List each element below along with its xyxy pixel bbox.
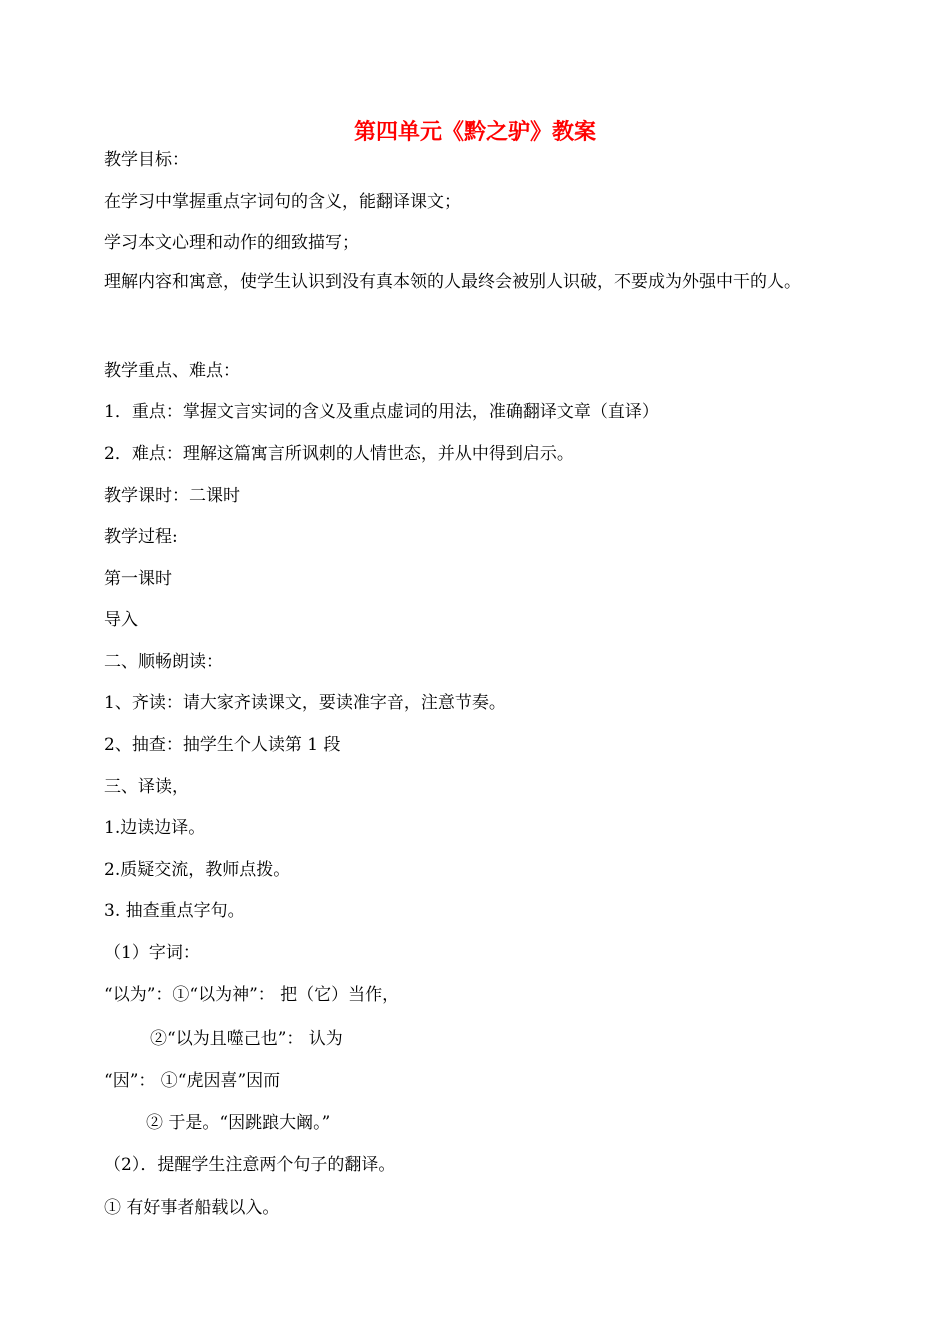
text-line: “以为”：①“以为神”： 把（它）当作， — [104, 985, 400, 1005]
text-line: 二、顺畅朗读： — [104, 652, 223, 672]
text-line: 教学重点、难点： — [104, 361, 240, 381]
text-paragraph: 理解内容和寓意，使学生认识到没有真本领的人最终会被别人识破，不要成为外强中干的人。 — [104, 272, 801, 292]
text-line: 在学习中掌握重点字词句的含义，能翻译课文； — [104, 192, 461, 212]
text-line: 1、齐读：请大家齐读课文，要读准字音，注意节奏。 — [104, 693, 506, 713]
text-line: 第一课时 — [104, 569, 172, 589]
document-title: 第四单元《黔之驴》教案 — [353, 119, 596, 145]
text-line: （1）字词： — [104, 943, 200, 963]
text-line: 导入 — [104, 610, 138, 630]
text-line: ② 于是。“因跳踉大阚。” — [146, 1113, 331, 1133]
text-line: “因”： ①“虎因喜”因而 — [104, 1071, 281, 1091]
text-line: 三、译读， — [104, 777, 189, 797]
text-line: ②“以为且噬己也”： 认为 — [150, 1029, 343, 1049]
text-line: 学习本文心理和动作的细致描写； — [104, 233, 359, 253]
text-line: 1．重点：掌握文言实词的含义及重点虚词的用法，准确翻译文章（直译） — [104, 402, 659, 422]
text-line: 2．难点：理解这篇寓言所讽刺的人情世态，并从中得到启示。 — [104, 444, 574, 464]
text-line: 教学目标： — [104, 150, 189, 170]
text-line: 1.边读边译。 — [104, 818, 206, 838]
text-line: 3. 抽查重点字句。 — [104, 901, 245, 921]
text-line: （2）．提醒学生注意两个句子的翻译。 — [104, 1155, 396, 1175]
text-line: ① 有好事者船载以入。 — [104, 1198, 280, 1218]
text-line: 教学课时：二课时 — [104, 486, 240, 506]
text-line: 2、抽查：抽学生个人读第 1 段 — [104, 735, 341, 755]
text-line: 教学过程: — [104, 527, 178, 547]
text-line: 2.质疑交流，教师点拨。 — [104, 860, 291, 880]
